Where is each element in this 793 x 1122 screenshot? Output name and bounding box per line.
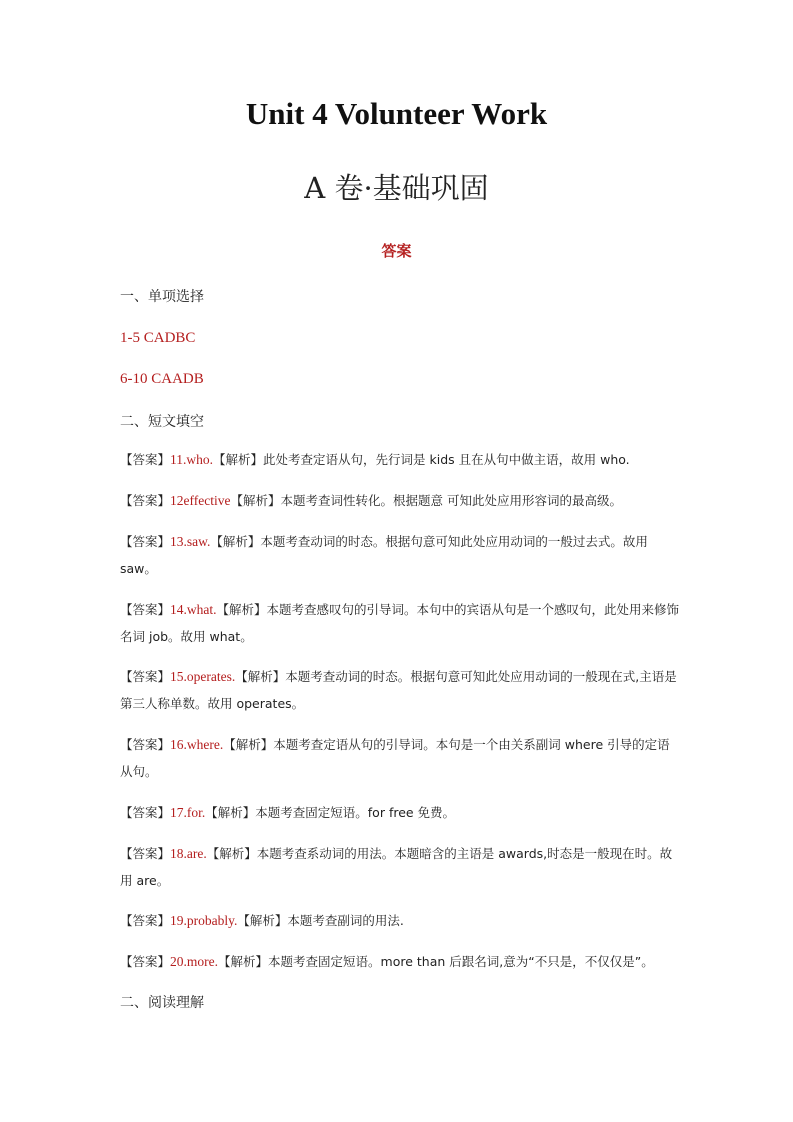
analysis-tag: 【解析】 bbox=[210, 534, 261, 549]
answer-tag: 【答案】 bbox=[120, 669, 171, 684]
answer-item-18 bbox=[120, 840, 680, 894]
answer-item-17 bbox=[120, 799, 680, 826]
analysis-tag: 【解析】 bbox=[213, 452, 264, 467]
analysis-text: 本题考查感叹句的引导词。本句中的宾语从句是一个感叹句，此处用来修饰名词 job。故用 what。 bbox=[120, 602, 680, 644]
analysis-tag: 【解析】 bbox=[230, 493, 281, 508]
analysis-tag: 【解析】 bbox=[235, 669, 286, 684]
analysis-text: 本题考查词性转化。根据题意 可知此处应用形容词的最高级。 bbox=[280, 493, 622, 508]
answer-value: 16.where. bbox=[170, 737, 224, 752]
analysis-tag: 【解析】 bbox=[206, 846, 257, 861]
answer-item-12 bbox=[120, 487, 680, 514]
analysis-tag: 【解析】 bbox=[223, 737, 274, 752]
answer-value: 17.for. bbox=[170, 805, 206, 820]
answer-heading: 答案 bbox=[381, 242, 412, 260]
answer-tag: 【答案】 bbox=[120, 805, 171, 820]
analysis-tag: 【解析】 bbox=[218, 954, 269, 969]
answer-tag: 【答案】 bbox=[120, 493, 171, 508]
document-title: Unit 4 Volunteer Work bbox=[245, 96, 548, 131]
answer-row-1-5: 1-5 CADBC bbox=[120, 330, 196, 346]
document-subtitle: A 卷·基础巩固 bbox=[304, 171, 489, 205]
section-heading-reading: 二、阅读理解 bbox=[120, 995, 204, 1011]
answer-item-14 bbox=[120, 596, 680, 650]
section-heading-single-choice: 一、单项选择 bbox=[120, 289, 204, 305]
answer-tag: 【答案】 bbox=[120, 913, 171, 928]
analysis-tag: 【解析】 bbox=[237, 913, 288, 928]
answer-tag: 【答案】 bbox=[120, 846, 171, 861]
answer-item-16 bbox=[120, 731, 680, 785]
answer-value: 12effective bbox=[170, 493, 231, 508]
analysis-tag: 【解析】 bbox=[205, 805, 256, 820]
answer-value: 18.are. bbox=[170, 846, 207, 861]
analysis-text: 本题考查副词的用法. bbox=[287, 913, 404, 928]
answer-item-20 bbox=[120, 948, 680, 975]
answer-tag: 【答案】 bbox=[120, 602, 171, 617]
analysis-text: 本题考查固定短语。more than 后跟名词,意为“不只是，不仅仅是”。 bbox=[268, 954, 654, 969]
answer-value: 14.what. bbox=[170, 602, 217, 617]
answer-value: 11.who. bbox=[170, 452, 214, 467]
answer-tag: 【答案】 bbox=[120, 452, 171, 467]
answer-item-11 bbox=[120, 446, 680, 473]
answer-value: 19.probably. bbox=[170, 913, 238, 928]
answer-item-15 bbox=[120, 663, 680, 717]
answer-tag: 【答案】 bbox=[120, 954, 171, 969]
answer-row-6-10: 6-10 CAADB bbox=[120, 371, 204, 387]
analysis-text: 本题考查固定短语。for free 免费。 bbox=[255, 805, 456, 820]
analysis-text: 本题考查动词的时态。根据句意可知此处应用动词的一般现在式,主语是第三人称单数。故用 operates。 bbox=[120, 669, 677, 711]
answer-item-13 bbox=[120, 528, 680, 582]
analysis-tag: 【解析】 bbox=[216, 602, 267, 617]
analysis-text: 本题考查系动词的用法。本题暗含的主语是 awards,时态是一般现在时。故用 are。 bbox=[120, 846, 673, 888]
analysis-text: 本题考查动词的时态。根据句意可知此处应用动词的一般过去式。故用 saw。 bbox=[120, 534, 648, 576]
answer-tag: 【答案】 bbox=[120, 737, 171, 752]
answer-value: 13.saw. bbox=[170, 534, 211, 549]
analysis-text: 本题考查定语从句的引导词。本句是一个由关系副词 where 引导的定语从句。 bbox=[120, 737, 670, 779]
analysis-text: 此处考查定语从句，先行词是 kids 且在从句中做主语，故用 who. bbox=[263, 452, 630, 467]
answer-tag: 【答案】 bbox=[120, 534, 171, 549]
section-heading-fill-in: 二、短文填空 bbox=[120, 414, 204, 430]
answer-value: 20.more. bbox=[170, 954, 219, 969]
answer-item-19 bbox=[120, 907, 680, 934]
answer-value: 15.operates. bbox=[170, 669, 236, 684]
